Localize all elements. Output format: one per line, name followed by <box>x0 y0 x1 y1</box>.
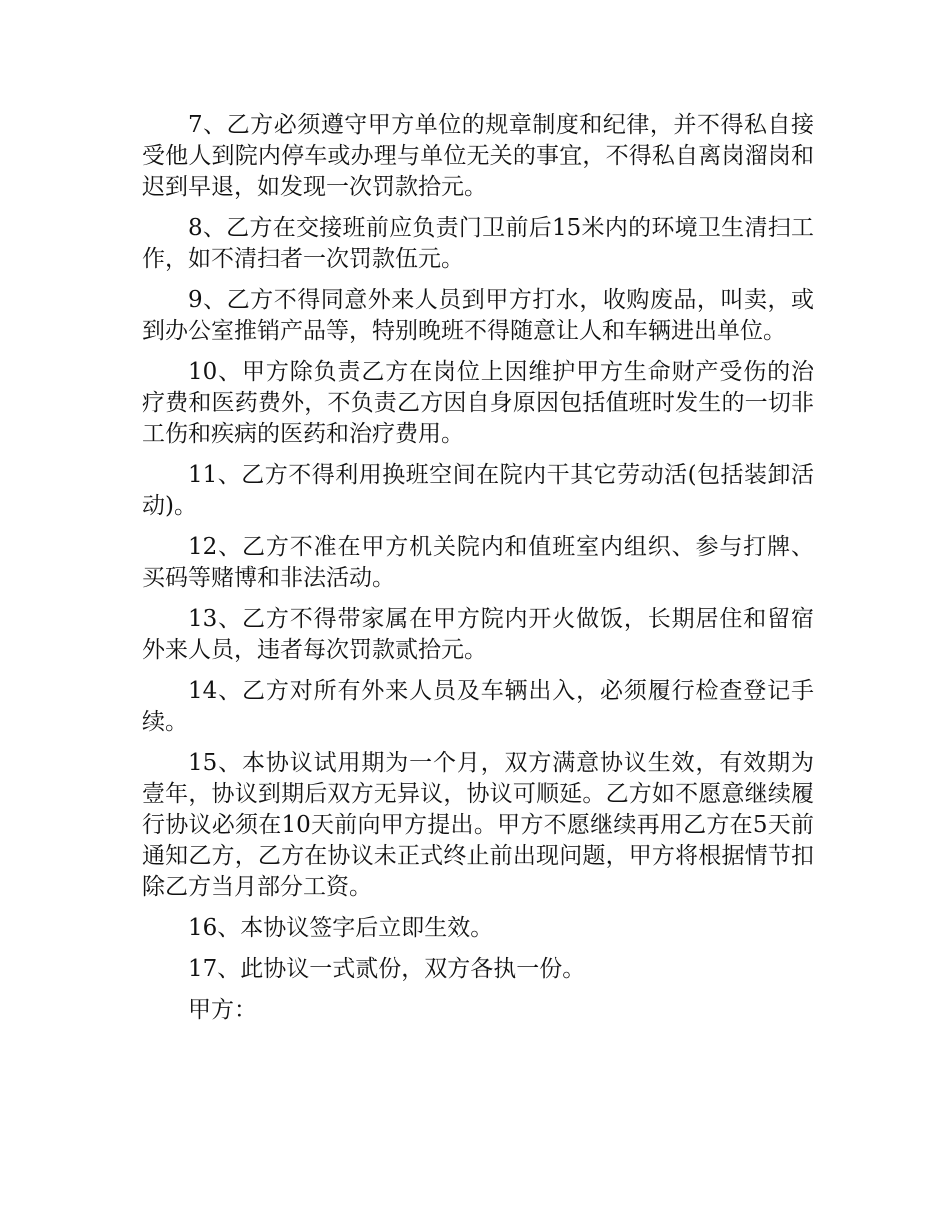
clause-13: 13、乙方不得带家属在甲方院内开火做饭，长期居住和留宿外来人员，违者每次罚款贰拾元。 <box>142 606 814 663</box>
clause-11: 11、乙方不得利用换班空间在院内干其它劳动活(包括装卸活动)。 <box>142 462 814 519</box>
clause-14: 14、乙方对所有外来人员及车辆出入，必须履行检查登记手续。 <box>142 678 814 735</box>
clause-7: 7、乙方必须遵守甲方单位的规章制度和纪律，并不得私自接受他人到院内停车或办理与单位无关的事宜，不得私自离岗溜岗和迟到早退，如发现一次罚款拾元。 <box>142 112 814 200</box>
clause-10: 10、甲方除负责乙方在岗位上因维护甲方生命财产受伤的治疗费和医药费外，不负责乙方因自身原因包括值班时发生的一切非工伤和疾病的医药和治疗费用。 <box>142 359 814 447</box>
clause-17: 17、此协议一式贰份，双方各执一份。 <box>188 956 586 982</box>
document-body <box>142 110 814 1036</box>
clause-9: 9、乙方不得同意外来人员到甲方打水，收购废品，叫卖，或到办公室推销产品等，特别晚班不得随意让人和车辆进出单位。 <box>142 287 814 344</box>
clause-8: 8、乙方在交接班前应负责门卫前后15米内的环境卫生清扫工作，如不清扫者一次罚款伍元。 <box>142 215 814 272</box>
party-a-signature-label: 甲方： <box>188 997 257 1023</box>
clause-16: 16、本协议签字后立即生效。 <box>188 915 494 941</box>
clause-15: 15、本协议试用期为一个月，双方满意协议生效，有效期为壹年，协议到期后双方无异议，协议可顺延。乙方如不愿意继续履行协议必须在10天前向甲方提出。甲方不愿继续再用乙方在5天前通知乙方，乙方在协议未正式终止前出现问题，甲方将根据情节扣除乙方当月部分工资。 <box>142 750 814 900</box>
clause-12: 12、乙方不准在甲方机关院内和值班室内组织、参与打牌、买码等赌博和非法活动。 <box>142 534 814 591</box>
